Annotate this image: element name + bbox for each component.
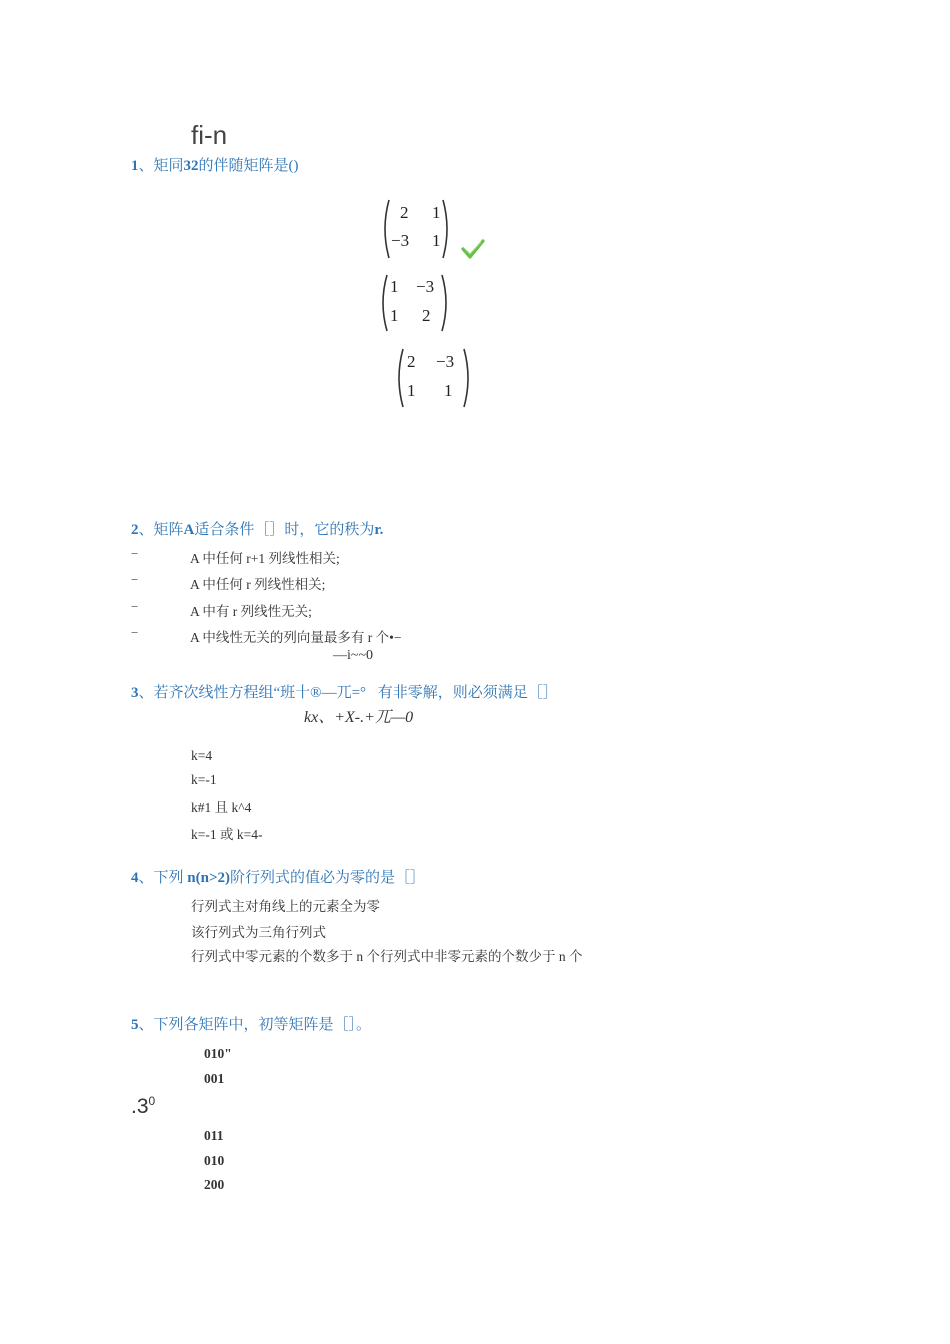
q5-line-5: 200 (204, 1177, 225, 1192)
matrix-a-r2c1: −3 (391, 231, 410, 250)
matrix-b-r1c1: 1 (390, 277, 399, 296)
question-3-sep: 、 (138, 685, 154, 701)
question-1-num-b: 32 (183, 158, 199, 174)
q2-option-2[interactable]: A 中任何 r 列线性相关; (190, 577, 326, 592)
question-1-text-a: 矩同 (153, 158, 184, 174)
q2-option-1-bullet: − (131, 546, 139, 561)
q5-line-3: 011 (204, 1128, 224, 1143)
question-5-sep: 、 (138, 1017, 154, 1033)
question-2-text-a: 矩阵 (153, 522, 184, 538)
question-1-number: 1 (131, 158, 139, 174)
matrix-b-r2c1: 1 (390, 306, 399, 325)
q1-option-c-matrix[interactable] (394, 346, 476, 415)
q2-option-2-bullet: − (131, 572, 139, 587)
q5-line-4: 010 (204, 1153, 225, 1168)
question-4-text-b: 阶行列式的值必为零的是［］ (230, 870, 426, 886)
matrix-c-r2c2: 1 (444, 381, 453, 400)
question-5-text: 下列各矩阵中，初等矩阵是［］。 (153, 1017, 372, 1033)
q1-option-b-matrix[interactable] (378, 272, 458, 339)
q3-equation: kx、+X-.+兀—0 (304, 709, 414, 726)
q5-line-1: 010" (204, 1046, 232, 1061)
q2-option-1[interactable]: A 中任何 r+1 列线性相关; (190, 551, 340, 566)
question-4 (131, 866, 425, 887)
q5-mark-sup: 0 (148, 1094, 156, 1108)
question-2-sep: 、 (138, 522, 154, 538)
question-3-text-b: 有非零解，则必须满足［］ (377, 685, 558, 701)
question-1-text-b: 的伴随矩阵是() (198, 158, 299, 174)
q5-mark-main: .3 (131, 1095, 149, 1118)
question-4-var-n: n (187, 870, 196, 886)
question-5-number: 5 (131, 1017, 139, 1033)
question-2-number: 2 (131, 522, 139, 538)
q3-option-2[interactable]: k=-1 (191, 772, 217, 787)
q2-option-4-bullet: − (131, 625, 139, 640)
matrix-a-r1c1: 2 (400, 203, 409, 222)
q3-option-1[interactable]: k=4 (191, 748, 213, 763)
q1-option-a-matrix[interactable] (380, 196, 460, 267)
q5-line-2: 001 (204, 1071, 225, 1086)
page-title: fi-n (191, 120, 228, 150)
matrix-c-r1c2: −3 (436, 352, 455, 371)
matrix-b-r2c2: 2 (422, 306, 431, 325)
matrix-b-r1c2: −3 (416, 277, 435, 296)
q2-option-4[interactable]: A 中线性无关的列向量最多有 r 个•− (190, 630, 402, 645)
question-3 (131, 681, 558, 702)
question-2-var-a: A (183, 522, 195, 538)
q3-option-4[interactable]: k=-1 或 k=4- (191, 827, 263, 842)
check-icon (461, 238, 485, 265)
q3-option-3[interactable]: k#1 且 k^4 (191, 800, 252, 815)
question-5 (131, 1013, 371, 1034)
question-2-var-r: r. (374, 522, 384, 538)
question-1 (131, 154, 299, 175)
q5-mark (131, 1094, 155, 1119)
question-4-number: 4 (131, 870, 139, 886)
question-4-sep: 、 (138, 870, 154, 886)
question-4-text-a: 下列 (153, 870, 184, 886)
matrix-c-r1c1: 2 (407, 352, 416, 371)
q4-option-3[interactable]: 行列式中零元素的个数多于 n 个行列式中非零元素的个数少于 n 个 (191, 949, 583, 964)
q3-pre-line: —i~~0 (333, 648, 374, 663)
q2-option-3[interactable]: A 中有 r 列线性无关; (190, 604, 312, 619)
matrix-c-r2c1: 1 (407, 381, 416, 400)
q2-option-3-bullet: − (131, 599, 139, 614)
question-3-number: 3 (131, 685, 139, 701)
question-2-text-b: 适合条件［］时，它的秩为 (194, 522, 375, 538)
question-2 (131, 518, 383, 539)
q4-option-2[interactable]: 该行列式为三角行列式 (191, 925, 326, 940)
q4-option-1[interactable]: 行列式主对角线上的元素全为零 (191, 899, 380, 914)
question-1-sep: 、 (138, 158, 154, 174)
matrix-a-r1c2: 1 (432, 203, 441, 222)
matrix-a-r2c2: 1 (432, 231, 441, 250)
question-4-paren: (n>2) (195, 870, 231, 886)
question-3-text-a: 若齐次线性方程组“班十®—兀=° (153, 685, 367, 701)
